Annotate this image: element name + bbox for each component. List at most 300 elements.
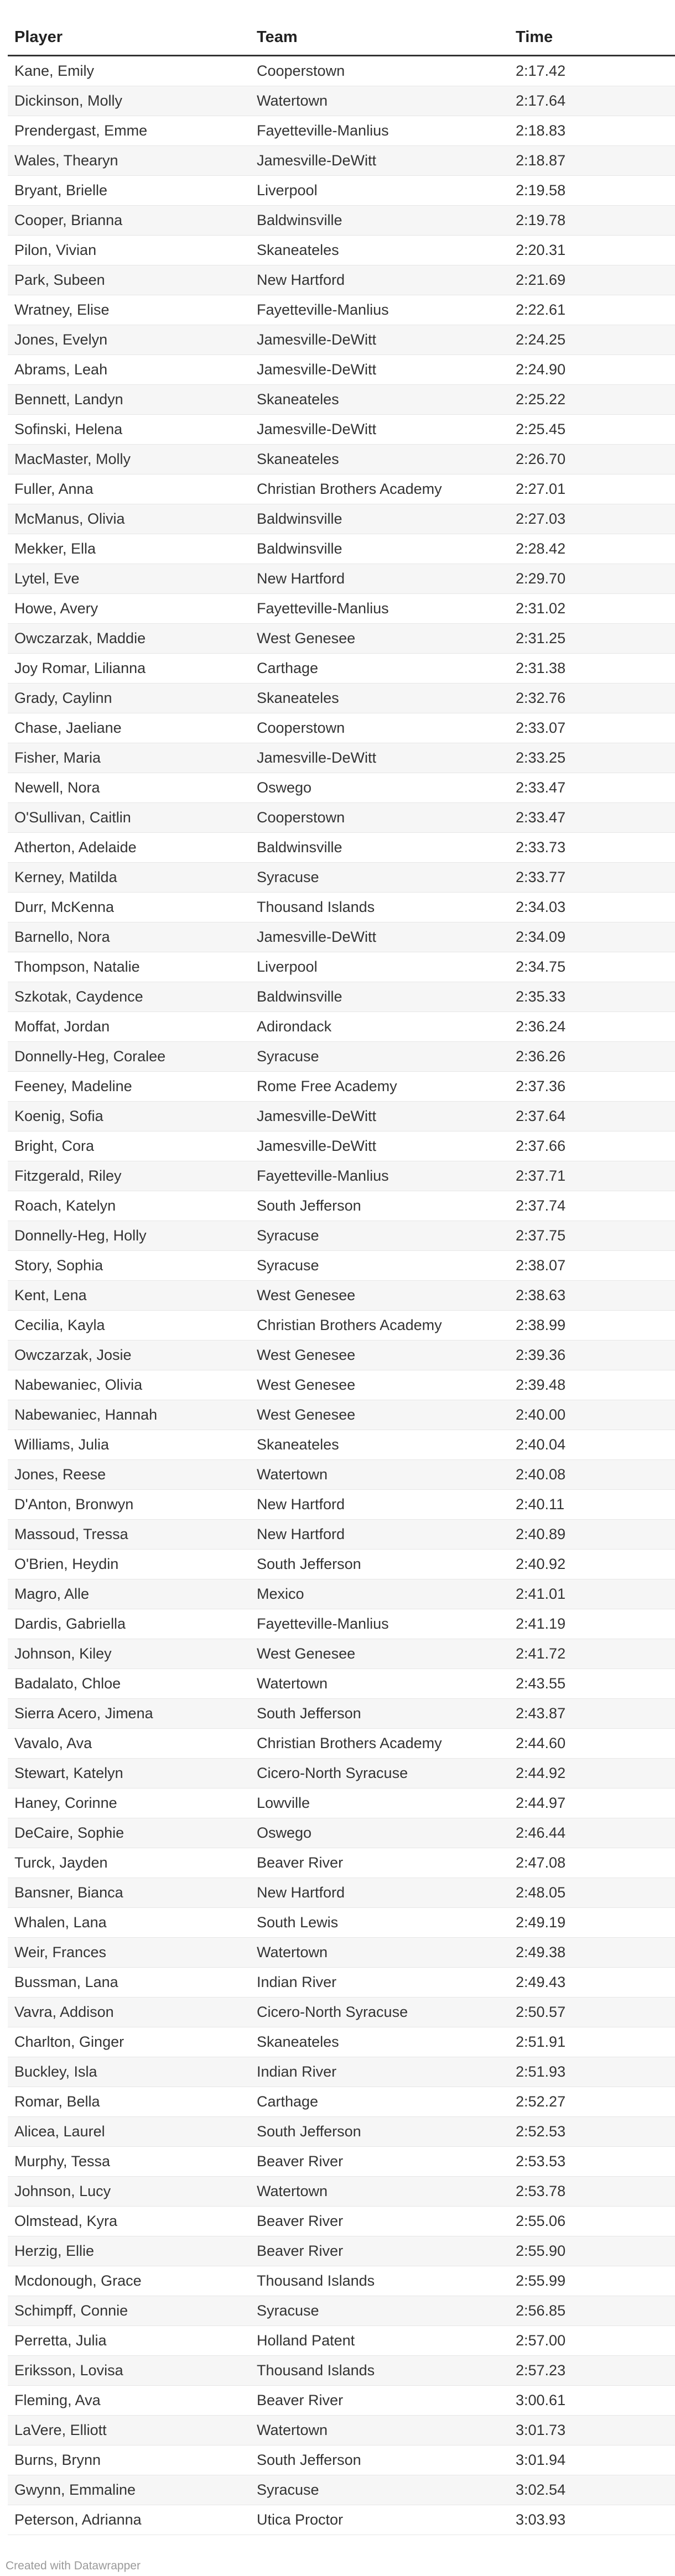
cell-time: 2:49.38 — [509, 1938, 675, 1968]
table-row — [8, 1341, 675, 1370]
cell-time: 2:25.22 — [509, 385, 675, 415]
cell-time: 2:19.58 — [509, 176, 675, 206]
table-row — [8, 176, 675, 206]
cell-team: Syracuse — [250, 1221, 509, 1251]
cell-time: 2:24.90 — [509, 355, 675, 385]
cell-time: 2:27.01 — [509, 474, 675, 504]
cell-player: Roach, Katelyn — [8, 1191, 250, 1221]
results-table — [8, 20, 675, 2535]
cell-time: 2:40.11 — [509, 1490, 675, 1520]
table-row — [8, 295, 675, 325]
cell-team: Thousand Islands — [250, 2266, 509, 2296]
cell-player: Fuller, Anna — [8, 474, 250, 504]
cell-team: Thousand Islands — [250, 893, 509, 922]
cell-player: Donnelly-Heg, Holly — [8, 1221, 250, 1251]
table-body — [8, 56, 675, 2535]
table-row — [8, 236, 675, 265]
table-row — [8, 1042, 675, 1072]
cell-team: Fayetteville-Manlius — [250, 1609, 509, 1639]
cell-time: 2:37.74 — [509, 1191, 675, 1221]
table-row — [8, 1161, 675, 1191]
cell-player: Howe, Avery — [8, 594, 250, 624]
cell-player: Haney, Corinne — [8, 1788, 250, 1818]
table-row — [8, 564, 675, 594]
cell-player: Bussman, Lana — [8, 1968, 250, 1998]
footer-credit[interactable]: Created with Datawrapper — [6, 2559, 141, 2572]
cell-team: Syracuse — [250, 2475, 509, 2505]
cell-team: Beaver River — [250, 1848, 509, 1878]
cell-team: Beaver River — [250, 2236, 509, 2266]
table-row — [8, 1818, 675, 1848]
cell-player: Owczarzak, Josie — [8, 1341, 250, 1370]
table-row — [8, 893, 675, 922]
cell-team: New Hartford — [250, 1878, 509, 1908]
cell-player: Magro, Alle — [8, 1579, 250, 1609]
cell-team: Jamesville-DeWitt — [250, 922, 509, 952]
table-row — [8, 803, 675, 833]
cell-time: 2:52.53 — [509, 2117, 675, 2147]
cell-time: 2:27.03 — [509, 504, 675, 534]
cell-time: 2:31.38 — [509, 654, 675, 684]
cell-player: Abrams, Leah — [8, 355, 250, 385]
cell-team: Thousand Islands — [250, 2356, 509, 2386]
cell-player: Murphy, Tessa — [8, 2147, 250, 2177]
cell-player: Johnson, Kiley — [8, 1639, 250, 1669]
cell-time: 2:56.85 — [509, 2296, 675, 2326]
column-header-player[interactable]: Player — [8, 20, 250, 56]
cell-time: 2:50.57 — [509, 1998, 675, 2027]
cell-team: Skaneateles — [250, 445, 509, 474]
table-row — [8, 1102, 675, 1131]
table-row — [8, 265, 675, 295]
cell-time: 2:38.99 — [509, 1311, 675, 1341]
cell-player: Atherton, Adelaide — [8, 833, 250, 863]
cell-time: 2:44.92 — [509, 1759, 675, 1788]
cell-player: Burns, Brynn — [8, 2445, 250, 2475]
cell-team: Indian River — [250, 2057, 509, 2087]
table-row — [8, 2117, 675, 2147]
cell-team: South Lewis — [250, 1908, 509, 1938]
cell-team: New Hartford — [250, 1490, 509, 1520]
cell-team: Baldwinsville — [250, 982, 509, 1012]
table-row — [8, 325, 675, 355]
cell-time: 2:36.26 — [509, 1042, 675, 1072]
cell-time: 2:44.97 — [509, 1788, 675, 1818]
table-row — [8, 2505, 675, 2535]
cell-player: Vavra, Addison — [8, 1998, 250, 2027]
cell-time: 2:34.03 — [509, 893, 675, 922]
cell-team: Watertown — [250, 1669, 509, 1699]
cell-player: Barnello, Nora — [8, 922, 250, 952]
cell-player: Weir, Frances — [8, 1938, 250, 1968]
table-row — [8, 1908, 675, 1938]
cell-team: Carthage — [250, 2087, 509, 2117]
table-row — [8, 1370, 675, 1400]
cell-time: 2:18.87 — [509, 146, 675, 176]
cell-team: Mexico — [250, 1579, 509, 1609]
cell-team: Liverpool — [250, 952, 509, 982]
table-row — [8, 1490, 675, 1520]
cell-team: West Genesee — [250, 624, 509, 654]
cell-team: Jamesville-DeWitt — [250, 1131, 509, 1161]
table-row — [8, 2236, 675, 2266]
table-row — [8, 2087, 675, 2117]
table-row — [8, 654, 675, 684]
cell-player: Owczarzak, Maddie — [8, 624, 250, 654]
cell-player: Sierra Acero, Jimena — [8, 1699, 250, 1729]
cell-player: Sofinski, Helena — [8, 415, 250, 445]
cell-time: 2:17.64 — [509, 86, 675, 116]
cell-time: 2:55.99 — [509, 2266, 675, 2296]
cell-player: Peterson, Adrianna — [8, 2505, 250, 2535]
cell-team: Christian Brothers Academy — [250, 474, 509, 504]
cell-team: Skaneateles — [250, 684, 509, 713]
cell-player: Badalato, Chloe — [8, 1669, 250, 1699]
cell-player: Stewart, Katelyn — [8, 1759, 250, 1788]
table-row — [8, 773, 675, 803]
cell-time: 2:43.55 — [509, 1669, 675, 1699]
table-row — [8, 86, 675, 116]
cell-team: South Jefferson — [250, 2117, 509, 2147]
cell-time: 3:02.54 — [509, 2475, 675, 2505]
cell-team: Christian Brothers Academy — [250, 1729, 509, 1759]
cell-player: DeCaire, Sophie — [8, 1818, 250, 1848]
cell-team: Carthage — [250, 654, 509, 684]
cell-time: 2:33.07 — [509, 713, 675, 743]
table-row — [8, 863, 675, 893]
cell-team: Jamesville-DeWitt — [250, 743, 509, 773]
table-row — [8, 2177, 675, 2207]
cell-time: 2:41.72 — [509, 1639, 675, 1669]
cell-player: Thompson, Natalie — [8, 952, 250, 982]
cell-player: O'Sullivan, Caitlin — [8, 803, 250, 833]
table-row — [8, 2475, 675, 2505]
cell-team: Jamesville-DeWitt — [250, 415, 509, 445]
cell-player: Dardis, Gabriella — [8, 1609, 250, 1639]
cell-team: Christian Brothers Academy — [250, 1311, 509, 1341]
cell-player: Turck, Jayden — [8, 1848, 250, 1878]
column-header-time[interactable]: Time — [509, 20, 675, 56]
cell-team: Jamesville-DeWitt — [250, 1102, 509, 1131]
cell-player: Fitzgerald, Riley — [8, 1161, 250, 1191]
cell-time: 3:01.73 — [509, 2416, 675, 2445]
cell-time: 2:17.42 — [509, 56, 675, 86]
table-row — [8, 116, 675, 146]
column-header-team[interactable]: Team — [250, 20, 509, 56]
cell-time: 2:41.19 — [509, 1609, 675, 1639]
cell-player: Whalen, Lana — [8, 1908, 250, 1938]
cell-player: Fisher, Maria — [8, 743, 250, 773]
cell-team: Rome Free Academy — [250, 1072, 509, 1102]
cell-team: Baldwinsville — [250, 504, 509, 534]
cell-player: Lytel, Eve — [8, 564, 250, 594]
cell-team: West Genesee — [250, 1281, 509, 1311]
cell-player: Nabewaniec, Olivia — [8, 1370, 250, 1400]
cell-team: Watertown — [250, 1938, 509, 1968]
cell-team: South Jefferson — [250, 1191, 509, 1221]
cell-team: Watertown — [250, 86, 509, 116]
cell-player: Moffat, Jordan — [8, 1012, 250, 1042]
table-row — [8, 713, 675, 743]
table-row — [8, 1848, 675, 1878]
cell-time: 2:33.73 — [509, 833, 675, 863]
cell-time: 2:33.47 — [509, 773, 675, 803]
table-row — [8, 2027, 675, 2057]
cell-team: Skaneateles — [250, 385, 509, 415]
cell-time: 2:41.01 — [509, 1579, 675, 1609]
cell-team: West Genesee — [250, 1370, 509, 1400]
cell-player: Perretta, Julia — [8, 2326, 250, 2356]
table-row — [8, 1012, 675, 1042]
cell-team: New Hartford — [250, 265, 509, 295]
cell-team: South Jefferson — [250, 1550, 509, 1579]
cell-time: 2:38.63 — [509, 1281, 675, 1311]
cell-team: Jamesville-DeWitt — [250, 146, 509, 176]
cell-time: 2:57.23 — [509, 2356, 675, 2386]
table-row — [8, 1579, 675, 1609]
cell-time: 2:55.06 — [509, 2207, 675, 2236]
cell-time: 2:29.70 — [509, 564, 675, 594]
cell-time: 3:01.94 — [509, 2445, 675, 2475]
table-row — [8, 146, 675, 176]
cell-time: 2:20.31 — [509, 236, 675, 265]
cell-team: Cicero-North Syracuse — [250, 1998, 509, 2027]
cell-time: 2:31.25 — [509, 624, 675, 654]
cell-player: Gwynn, Emmaline — [8, 2475, 250, 2505]
cell-time: 2:31.02 — [509, 594, 675, 624]
cell-player: Jones, Reese — [8, 1460, 250, 1490]
table-row — [8, 1878, 675, 1908]
table-row — [8, 684, 675, 713]
table-header — [8, 20, 675, 56]
cell-player: Olmstead, Kyra — [8, 2207, 250, 2236]
cell-time: 2:34.75 — [509, 952, 675, 982]
cell-time: 2:46.44 — [509, 1818, 675, 1848]
cell-time: 2:22.61 — [509, 295, 675, 325]
cell-player: Cecilia, Kayla — [8, 1311, 250, 1341]
cell-team: Jamesville-DeWitt — [250, 325, 509, 355]
table-row — [8, 385, 675, 415]
cell-team: Indian River — [250, 1968, 509, 1998]
cell-team: Syracuse — [250, 1251, 509, 1281]
cell-time: 2:37.75 — [509, 1221, 675, 1251]
cell-player: McManus, Olivia — [8, 504, 250, 534]
cell-time: 2:55.90 — [509, 2236, 675, 2266]
cell-player: Chase, Jaeliane — [8, 713, 250, 743]
cell-time: 2:37.71 — [509, 1161, 675, 1191]
cell-time: 2:37.66 — [509, 1131, 675, 1161]
cell-team: Cooperstown — [250, 713, 509, 743]
cell-team: Cooperstown — [250, 803, 509, 833]
cell-player: Dickinson, Molly — [8, 86, 250, 116]
cell-time: 2:52.27 — [509, 2087, 675, 2117]
cell-player: Williams, Julia — [8, 1430, 250, 1460]
cell-time: 2:53.53 — [509, 2147, 675, 2177]
cell-time: 3:03.93 — [509, 2505, 675, 2535]
table-row — [8, 1699, 675, 1729]
cell-time: 2:26.70 — [509, 445, 675, 474]
cell-team: Holland Patent — [250, 2326, 509, 2356]
table-row — [8, 1639, 675, 1669]
cell-player: Park, Subeen — [8, 265, 250, 295]
table-row — [8, 1221, 675, 1251]
cell-team: Oswego — [250, 773, 509, 803]
cell-player: Prendergast, Emme — [8, 116, 250, 146]
cell-time: 2:39.48 — [509, 1370, 675, 1400]
cell-player: Fleming, Ava — [8, 2386, 250, 2416]
cell-time: 2:40.08 — [509, 1460, 675, 1490]
cell-time: 2:25.45 — [509, 415, 675, 445]
cell-time: 2:33.25 — [509, 743, 675, 773]
table-row — [8, 1998, 675, 2027]
cell-time: 2:40.92 — [509, 1550, 675, 1579]
table-row — [8, 2326, 675, 2356]
table-row — [8, 1072, 675, 1102]
table-row — [8, 1759, 675, 1788]
cell-team: Fayetteville-Manlius — [250, 295, 509, 325]
cell-player: Grady, Caylinn — [8, 684, 250, 713]
cell-player: Durr, McKenna — [8, 893, 250, 922]
cell-team: Watertown — [250, 1460, 509, 1490]
cell-time: 2:49.43 — [509, 1968, 675, 1998]
cell-time: 2:24.25 — [509, 325, 675, 355]
table-row — [8, 2147, 675, 2177]
cell-team: Watertown — [250, 2177, 509, 2207]
cell-time: 2:44.60 — [509, 1729, 675, 1759]
cell-time: 2:34.09 — [509, 922, 675, 952]
cell-player: Szkotak, Caydence — [8, 982, 250, 1012]
cell-team: Lowville — [250, 1788, 509, 1818]
cell-team: Skaneateles — [250, 1430, 509, 1460]
cell-team: Syracuse — [250, 1042, 509, 1072]
cell-team: Baldwinsville — [250, 206, 509, 236]
table-row — [8, 445, 675, 474]
cell-player: Romar, Bella — [8, 2087, 250, 2117]
cell-time: 2:49.19 — [509, 1908, 675, 1938]
cell-player: Pilon, Vivian — [8, 236, 250, 265]
cell-time: 2:39.36 — [509, 1341, 675, 1370]
cell-team: Liverpool — [250, 176, 509, 206]
cell-player: Feeney, Madeline — [8, 1072, 250, 1102]
cell-player: Kent, Lena — [8, 1281, 250, 1311]
cell-player: Wales, Thearyn — [8, 146, 250, 176]
table-row — [8, 355, 675, 385]
table-row — [8, 2356, 675, 2386]
table-row — [8, 922, 675, 952]
cell-player: Massoud, Tressa — [8, 1520, 250, 1550]
table-row — [8, 833, 675, 863]
cell-player: Jones, Evelyn — [8, 325, 250, 355]
table-row — [8, 1251, 675, 1281]
table-row — [8, 743, 675, 773]
table-row — [8, 1311, 675, 1341]
table-row — [8, 1281, 675, 1311]
cell-team: Fayetteville-Manlius — [250, 594, 509, 624]
cell-time: 2:40.00 — [509, 1400, 675, 1430]
table-row — [8, 1460, 675, 1490]
cell-time: 3:00.61 — [509, 2386, 675, 2416]
cell-time: 2:40.04 — [509, 1430, 675, 1460]
table-row — [8, 1729, 675, 1759]
cell-time: 2:28.42 — [509, 534, 675, 564]
table-row — [8, 1520, 675, 1550]
cell-player: Bansner, Bianca — [8, 1878, 250, 1908]
table-row — [8, 2386, 675, 2416]
cell-team: Baldwinsville — [250, 534, 509, 564]
cell-player: Cooper, Brianna — [8, 206, 250, 236]
cell-player: Kane, Emily — [8, 56, 250, 86]
cell-team: West Genesee — [250, 1341, 509, 1370]
cell-time: 2:19.78 — [509, 206, 675, 236]
table-row — [8, 56, 675, 86]
cell-player: Bryant, Brielle — [8, 176, 250, 206]
table-row — [8, 415, 675, 445]
cell-player: Story, Sophia — [8, 1251, 250, 1281]
cell-player: Charlton, Ginger — [8, 2027, 250, 2057]
table-row — [8, 1938, 675, 1968]
cell-time: 2:53.78 — [509, 2177, 675, 2207]
table-row — [8, 474, 675, 504]
table-row — [8, 624, 675, 654]
cell-time: 2:43.87 — [509, 1699, 675, 1729]
cell-team: Watertown — [250, 2416, 509, 2445]
cell-time: 2:21.69 — [509, 265, 675, 295]
cell-player: Nabewaniec, Hannah — [8, 1400, 250, 1430]
cell-team: Adirondack — [250, 1012, 509, 1042]
cell-player: Kerney, Matilda — [8, 863, 250, 893]
cell-time: 2:36.24 — [509, 1012, 675, 1042]
cell-team: Skaneateles — [250, 236, 509, 265]
cell-player: Wratney, Elise — [8, 295, 250, 325]
cell-team: Beaver River — [250, 2207, 509, 2236]
cell-player: D'Anton, Bronwyn — [8, 1490, 250, 1520]
cell-time: 2:37.64 — [509, 1102, 675, 1131]
table-row — [8, 504, 675, 534]
cell-player: Alicea, Laurel — [8, 2117, 250, 2147]
cell-team: Fayetteville-Manlius — [250, 116, 509, 146]
cell-team: Syracuse — [250, 2296, 509, 2326]
cell-team: Utica Proctor — [250, 2505, 509, 2535]
cell-time: 2:48.05 — [509, 1878, 675, 1908]
cell-player: MacMaster, Molly — [8, 445, 250, 474]
cell-time: 2:33.77 — [509, 863, 675, 893]
table-row — [8, 1131, 675, 1161]
header-row — [8, 20, 675, 56]
cell-player: Bennett, Landyn — [8, 385, 250, 415]
cell-time: 2:57.00 — [509, 2326, 675, 2356]
cell-team: Cicero-North Syracuse — [250, 1759, 509, 1788]
cell-player: Joy Romar, Lilianna — [8, 654, 250, 684]
cell-team: New Hartford — [250, 564, 509, 594]
cell-player: Mekker, Ella — [8, 534, 250, 564]
table-row — [8, 2266, 675, 2296]
cell-team: South Jefferson — [250, 1699, 509, 1729]
cell-team: Beaver River — [250, 2386, 509, 2416]
table-row — [8, 1550, 675, 1579]
cell-team: Syracuse — [250, 863, 509, 893]
cell-team: Beaver River — [250, 2147, 509, 2177]
cell-time: 2:51.93 — [509, 2057, 675, 2087]
table-row — [8, 1669, 675, 1699]
table-row — [8, 2296, 675, 2326]
cell-player: Buckley, Isla — [8, 2057, 250, 2087]
cell-team: Baldwinsville — [250, 833, 509, 863]
table-row — [8, 2445, 675, 2475]
cell-player: Vavalo, Ava — [8, 1729, 250, 1759]
cell-player: O'Brien, Heydin — [8, 1550, 250, 1579]
cell-time: 2:47.08 — [509, 1848, 675, 1878]
cell-player: Mcdonough, Grace — [8, 2266, 250, 2296]
